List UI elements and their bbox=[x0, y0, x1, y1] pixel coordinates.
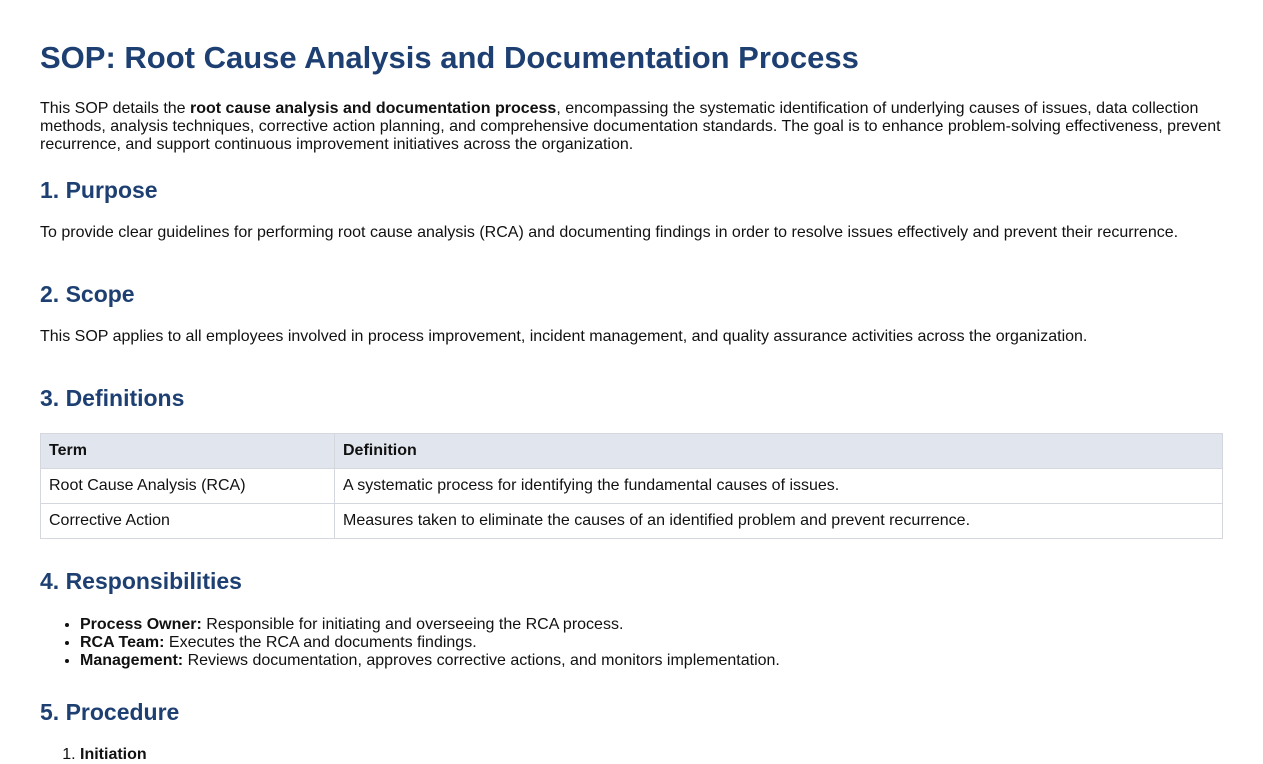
column-header-definition: Definition bbox=[335, 434, 1223, 469]
definition-cell: A systematic process for identifying the fundamental causes of issues. bbox=[335, 469, 1223, 504]
list-item bbox=[80, 616, 1223, 634]
role-description: Executes the RCA and documents findings. bbox=[164, 634, 477, 651]
procedure-heading: 5. Procedure bbox=[40, 699, 180, 725]
list-item bbox=[80, 634, 1223, 652]
table-header-row bbox=[41, 434, 1223, 469]
table-row bbox=[41, 504, 1223, 539]
page-title: SOP: Root Cause Analysis and Documentation Process bbox=[40, 40, 859, 75]
column-header-term: Term bbox=[41, 434, 335, 469]
intro-prefix: This SOP details the bbox=[40, 100, 190, 117]
table-row bbox=[41, 469, 1223, 504]
responsibilities-heading: 4. Responsibilities bbox=[40, 568, 242, 594]
role-label: Management: bbox=[80, 652, 184, 669]
definitions-heading: 3. Definitions bbox=[40, 385, 185, 411]
step-label: Initiation bbox=[80, 746, 147, 763]
list-item bbox=[80, 652, 1223, 670]
intro-bold-phrase: root cause analysis and documentation process bbox=[190, 100, 557, 117]
definition-cell: Measures taken to eliminate the causes of an identified problem and prevent recurrence. bbox=[335, 504, 1223, 539]
term-cell: Root Cause Analysis (RCA) bbox=[41, 469, 335, 504]
responsibilities-list bbox=[40, 616, 1223, 670]
definitions-table bbox=[40, 433, 1223, 539]
role-label: Process Owner: bbox=[80, 616, 202, 633]
role-label: RCA Team: bbox=[80, 634, 165, 651]
intro-suffix: , encompassing the systematic identification of underlying causes of issues, data collection methods, analysis techniques, corrective action planning, and comprehensive documentation standards. The goal is to enhance problem-solving effectiveness, prevent recurrence, and support continuous improvement initiatives across the organization. bbox=[40, 100, 1221, 153]
purpose-heading: 1. Purpose bbox=[40, 177, 158, 203]
procedure-step bbox=[80, 746, 1223, 764]
purpose-text: To provide clear guidelines for performing root cause analysis (RCA) and documenting findings in order to resolve issues effectively and prevent their recurrence. bbox=[40, 224, 1179, 241]
scope-text: This SOP applies to all employees involved in process improvement, incident management, and quality assurance activities across the organization. bbox=[40, 328, 1088, 345]
term-cell: Corrective Action bbox=[41, 504, 335, 539]
scope-heading: 2. Scope bbox=[40, 281, 135, 307]
role-description: Reviews documentation, approves corrective actions, and monitors implementation. bbox=[183, 652, 780, 669]
role-description: Responsible for initiating and overseeing the RCA process. bbox=[201, 616, 624, 633]
intro-paragraph bbox=[40, 100, 1223, 154]
procedure-steps-list bbox=[40, 746, 1223, 764]
